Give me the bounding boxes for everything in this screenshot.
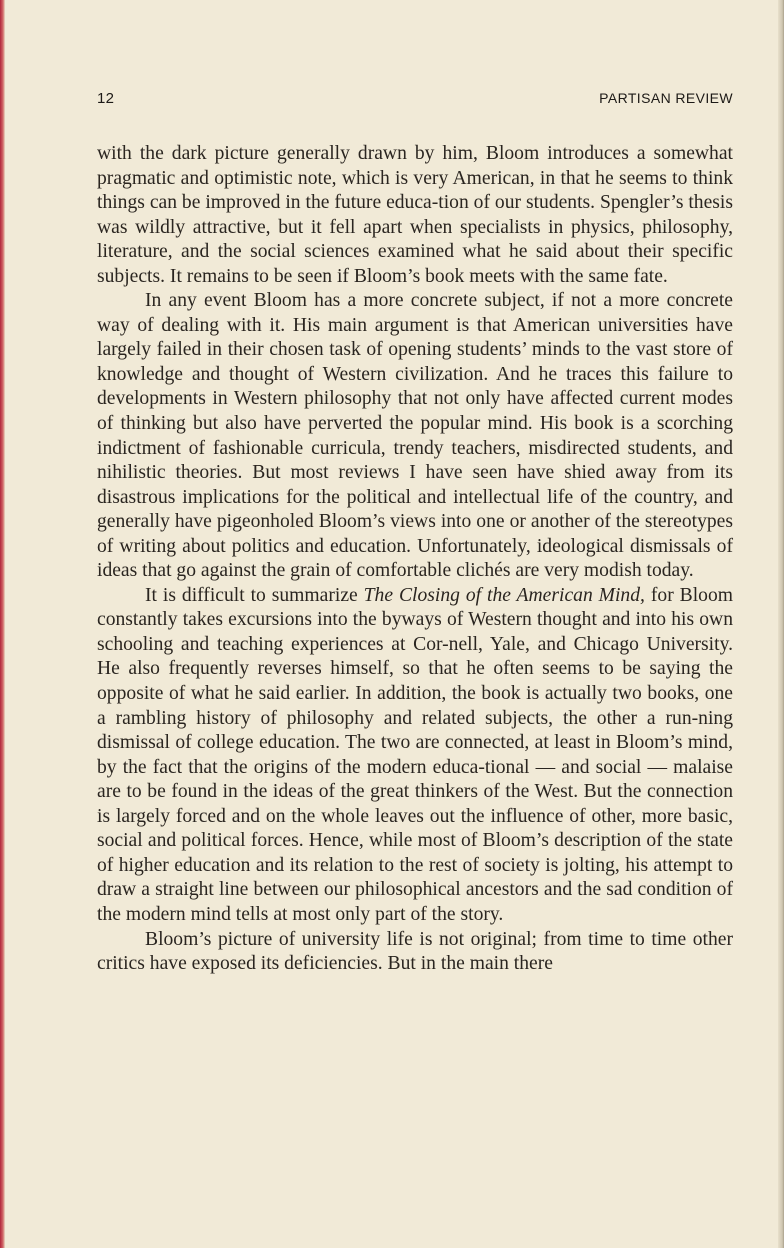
paragraph-2: In any event Bloom has a more concrete subject, if not a more concrete way of dealing with it. His main argument is that American universities have largely failed in their chosen task of opening students’ minds to the vast store of knowledge and thought of Western civilization. And he traces this failure to developments in Western philosophy that not only have affected current modes of thinking but also have perverted the popular mind. His book is a scorching indictment of fashionable curricula, trendy teachers, misdirected students, and nihilistic theories. But most reviews I have seen have shied away from its disastrous implications for the political and intellectual life of the country, and generally have pigeonholed Bloom’s views into one or another of the stereotypes of writing about politics and education. Unfortunately, ideological dismissals of ideas that go against the grain of comfortable clichés are very modish today. (97, 290, 733, 582)
paragraph-3 (97, 584, 733, 928)
paragraph-3-lead: It is difficult to summarize (145, 584, 364, 606)
book-title: The Closing of the American Mind, (363, 584, 645, 606)
page-right-edge (778, 0, 784, 1248)
page-left-edge (0, 0, 5, 1248)
running-head: PARTISAN REVIEW (599, 90, 733, 106)
page-header (97, 90, 733, 110)
article-body (97, 142, 733, 977)
paragraph-3-rest: for Bloom constantly takes excursions into the byways of Western thought and into his own schooling and teaching experiences at Cor-nell, Yale, and Chicago University. He also frequently reverses himself, so that he often seems to be saying the opposite of what he said earlier. In addition, the book is actually two books, one a rambling history of philosophy and related subjects, the other a run-ning dismissal of college education. The two are connected, at least in Bloom’s mind, by the fact that the origins of the modern educa-tional — and social — malaise are to be found in the ideas of the great thinkers of the West. But the connection is largely forced and on the whole leaves out the influence of other, more basic, social and political forces. Hence, while most of Bloom’s description of the state of higher education and its relation to the rest of society is jolting, his attempt to draw a straight line between our philosophical ancestors and the sad condition of the modern mind tells at most only part of the story. (97, 584, 733, 925)
paragraph-1: with the dark picture generally drawn by him, Bloom introduces a somewhat pragmatic and optimistic note, which is very American, in that he seems to think things can be improved in the future educa-tion of our students. Spengler’s thesis was wildly attractive, but it fell apart when specialists in physics, philosophy, literature, and the social sciences examined what he said about their specific subjects. It remains to be seen if Bloom’s book meets with the same fate. (97, 143, 733, 287)
page-number: 12 (97, 90, 115, 107)
paragraph-4: Bloom’s picture of university life is not original; from time to time other critics have exposed its deficiencies. But in the main there (97, 928, 733, 975)
